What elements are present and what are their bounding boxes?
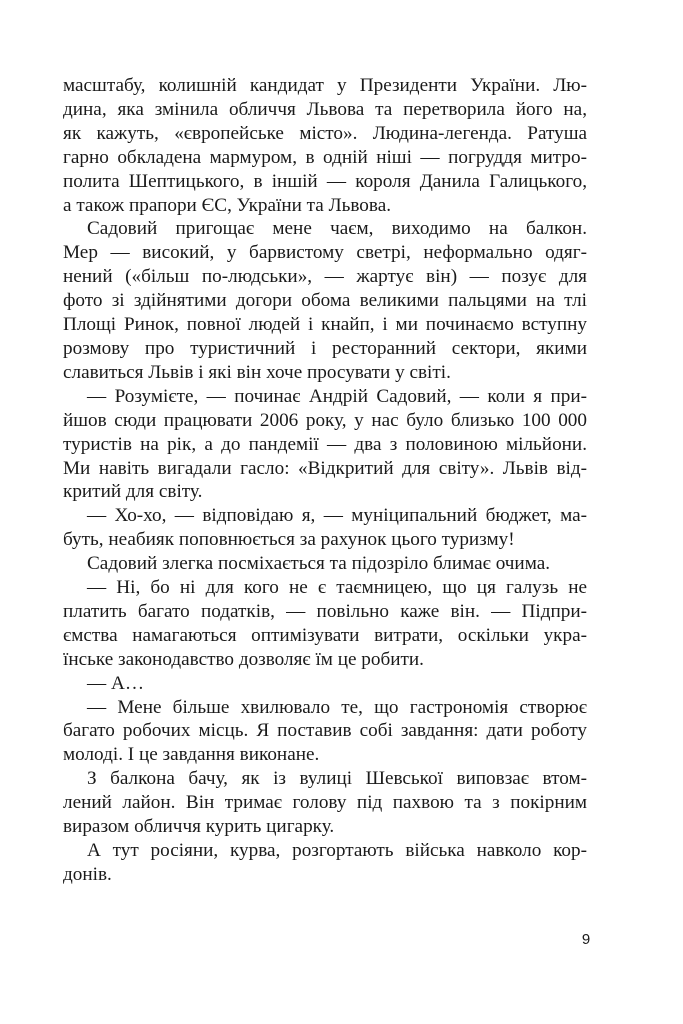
text-line: — Ні, бо ні для кого не є таємницею, що ця галузь не bbox=[87, 577, 587, 599]
text-line: донів. bbox=[63, 863, 112, 885]
text-line: йшов сюди працювати 2006 року, у нас було близько 100 000 bbox=[63, 409, 587, 431]
text-line: — Мене більше хвилювало те, що гастрономія створює bbox=[87, 696, 587, 718]
text-line: — Розумієте, — починає Андрій Садовий, — коли я при- bbox=[87, 385, 587, 407]
text-line: критий для світу. bbox=[63, 481, 203, 503]
text-line: полита Шептицького, в іншій — короля Данила Галицького, bbox=[63, 170, 587, 192]
text-line: молоді. І це завдання виконане. bbox=[63, 744, 320, 766]
text-line: їнське законодавство дозволяє їм це робити. bbox=[63, 648, 424, 670]
text-line: — А… bbox=[87, 672, 145, 694]
text-line: Ми навіть вигадали гасло: «Відкритий для світу». Львів від- bbox=[63, 457, 587, 479]
text-line: А тут росіяни, курва, розгортають війська навколо кор- bbox=[87, 840, 587, 861]
text-line: славиться Львів і які він хоче просувати у світі. bbox=[63, 361, 451, 383]
text-line: лений лайон. Він тримає голову під пахвою та з покірним bbox=[63, 792, 587, 814]
text-line: Садовий злегка посміхається та підозріло блимає очима. bbox=[87, 553, 551, 575]
text-line: Садовий пригощає мене чаєм, виходимо на балкон. bbox=[87, 218, 587, 240]
body-text bbox=[63, 74, 587, 887]
text-line: а також прапори ЄС, України та Львова. bbox=[63, 194, 392, 216]
text-line: виразом обличчя курить цигарку. bbox=[63, 816, 335, 838]
text-line: буть, неабияк поповнюється за рахунок цього туризму! bbox=[63, 529, 515, 551]
text-line: — Хо-хо, — відповідаю я, — муніципальний бюджет, ма- bbox=[87, 505, 587, 527]
text-line: платить багато податків, — повільно каже він. — Підпри- bbox=[63, 600, 587, 622]
text-line: багато робочих місць. Я поставив собі завдання: дати роботу bbox=[63, 720, 587, 742]
text-line: як кажуть, «європейське місто». Людина-легенда. Ратуша bbox=[63, 122, 587, 144]
text-line: Площі Ринок, повної людей і кнайп, і ми починаємо вступну bbox=[63, 314, 587, 336]
text-line: масштабу, колишній кандидат у Президенти України. Лю- bbox=[63, 75, 587, 96]
text-line: нений («більш по-людськи», — жартує він) — позує для bbox=[63, 266, 587, 288]
text-line: ємства намагаються оптимізувати витрати, оскільки укра- bbox=[63, 624, 587, 646]
text-line: туристів на рік, а до пандемії — два з половиною мільйони. bbox=[63, 433, 587, 455]
text-line: дина, яка змінила обличчя Львова та перетворила його на, bbox=[63, 98, 587, 120]
page-number: 9 bbox=[581, 931, 591, 948]
text-line: гарно обкладена мармуром, в одній ніші — погруддя митро- bbox=[63, 146, 587, 168]
text-line: розмову про туристичний і ресторанний сектори, якими bbox=[63, 337, 587, 359]
text-line: З балкона бачу, як із вулиці Шевської виповзає втом- bbox=[87, 768, 587, 790]
text-line: фото зі здійнятими догори обома великими пальцями на тлі bbox=[63, 290, 587, 312]
text-line: Мер — високий, у барвистому светрі, неформально одяг- bbox=[63, 242, 587, 264]
